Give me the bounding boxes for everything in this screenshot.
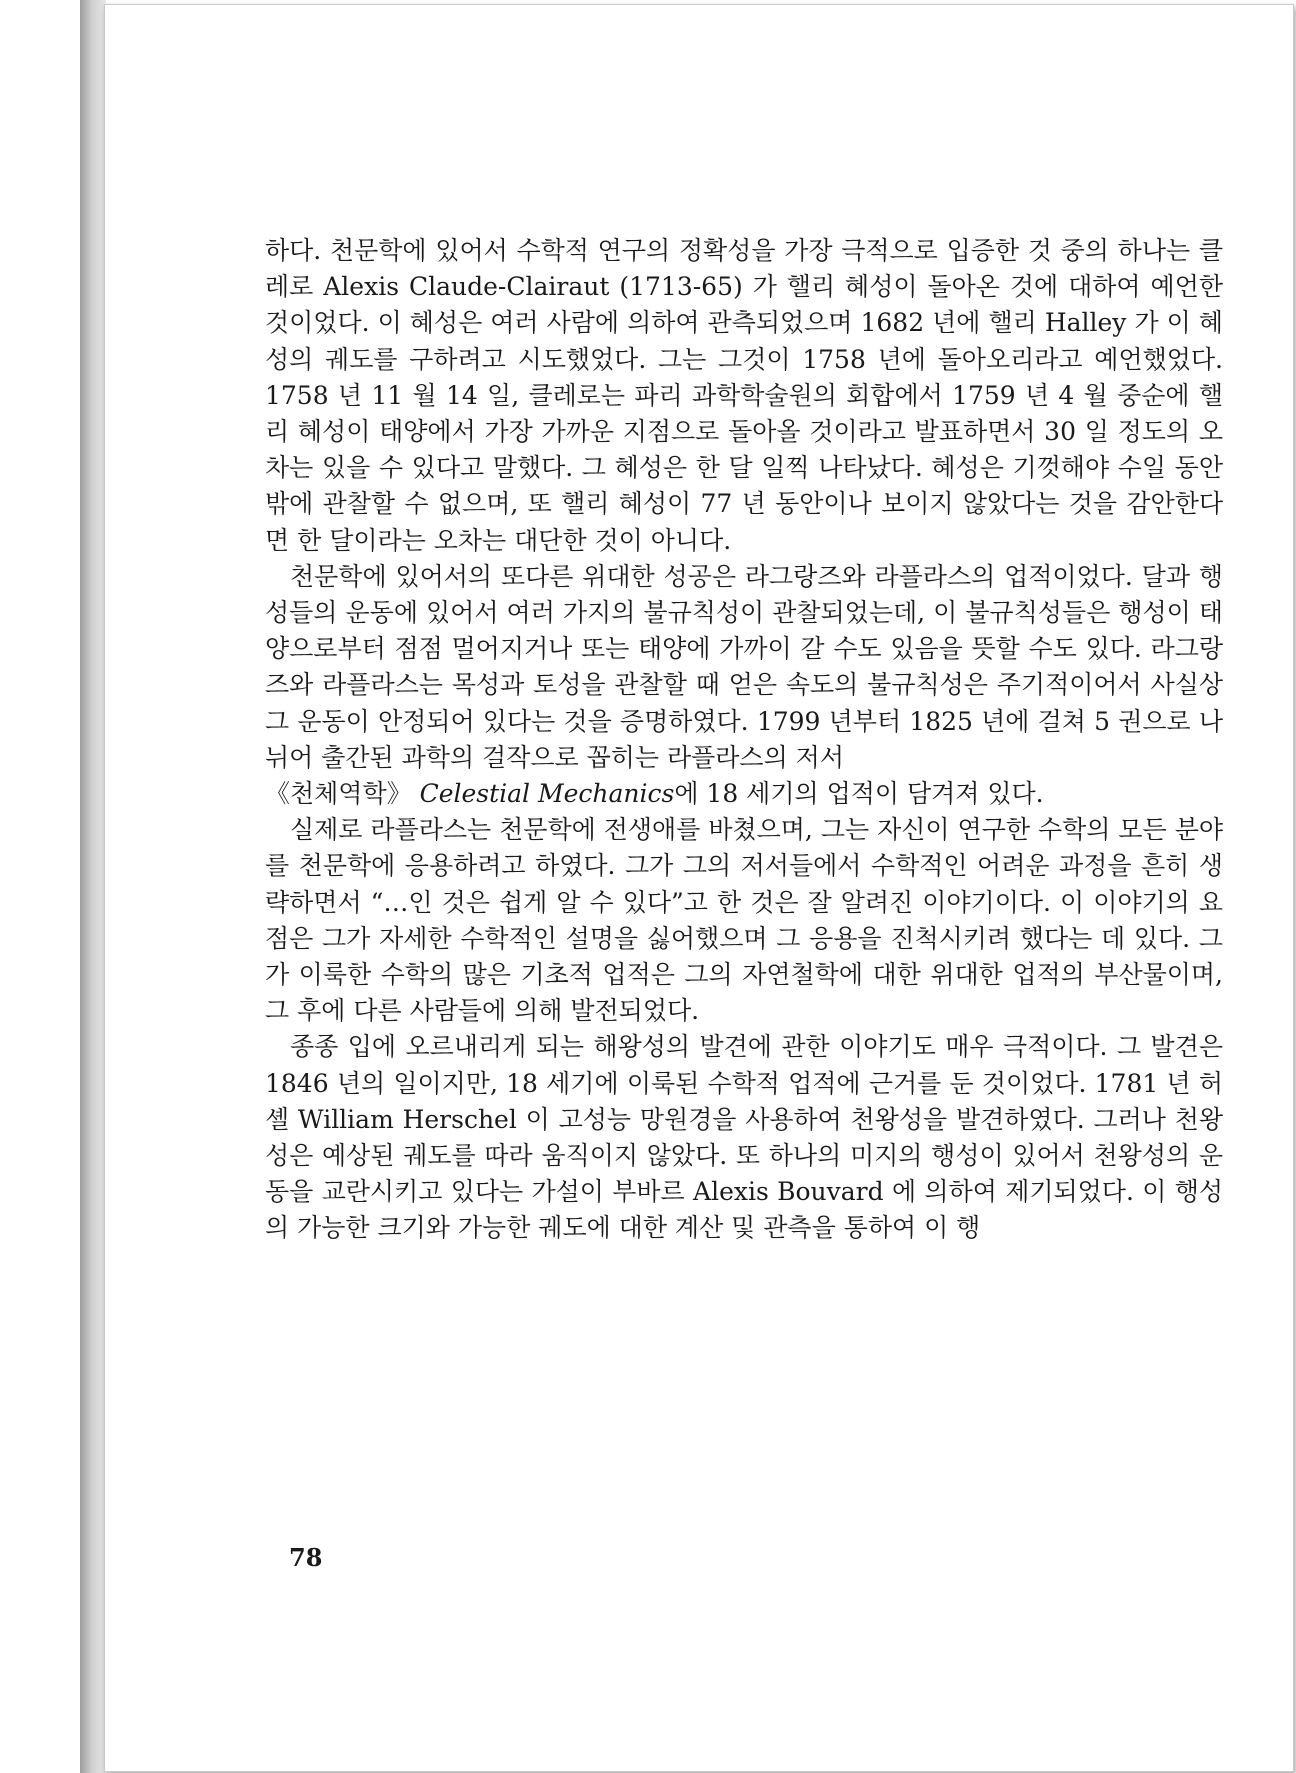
paragraph-3: 실제로 라플라스는 천문학에 전생애를 바쳤으며, 그는 자신이 연구한 수학의 모든 분야를 천문학에 응용하려고 하였다. 그가 그의 저서들에서 수학적인 어려운 과정을 흔히 생략하면서 “…인 것은 쉽게 알 수 있다”고 한 것은 잘 알려진 이야기이다. 이 이야기의 요점은 그가 자세한 수학적인 설명을 싫어했으며 그 응용을 진척시키려 했다는 데 있다. 그가 이룩한 수학의 많은 기초적 업적은 그의 자연철학에 대한 위대한 업적의 부산물이며, 그 후에 다른 사람들에 의해 발전되었다. <box>265 815 1223 1026</box>
page-number: 78 <box>289 1543 323 1572</box>
book-title-english: Celestial Mechanics <box>419 779 675 809</box>
paragraph-2-text: 천문학에 있어서의 또다른 위대한 성공은 라그랑즈와 라플라스의 업적이었다. 달과 행성들의 운동에 있어서 여러 가지의 불규칙성이 관찰되었는데, 이 불규칙성들은 행성이 태양으로부터 점점 멀어지거나 또는 태양에 가까이 갈 수도 있음을 뜻할 수도 있다. 라그랑즈와 라플라스는 목성과 토성을 관찰할 때 얻은 속도의 불규칙성은 주기적이어서 사실상 그 운동이 안정되어 있다는 것을 증명하였다. 1799 년부터 1825 년에 걸쳐 5 권으로 나뉘어 출간된 과학의 걸작으로 꼽히는 라플라스의 저서 <box>265 561 1223 772</box>
book-page <box>104 4 1294 1772</box>
paragraph-2-tail: 에 18 세기의 업적이 담겨져 있다. <box>674 779 1044 809</box>
page-body <box>265 233 1223 1247</box>
paragraph-1: 하다. 천문학에 있어서 수학적 연구의 정확성을 가장 극적으로 입증한 것 중의 하나는 클레로 Alexis Claude-Clairaut (1713-65) 가 핼리 혜성이 돌아온 것에 대하여 예언한 것이었다. 이 혜성은 여러 사람에 의하여 관측되었으며 1682 년에 핼리 Halley 가 이 혜성의 궤도를 구하려고 시도했었다. 그는 그것이 1758 년에 돌아오리라고 예언했었다. 1758 년 11 월 14 일, 클레로는 파리 과학학술원의 회합에서 1759 년 4 월 중순에 핼리 혜성이 태양에서 가장 가까운 지점으로 돌아올 것이라고 발표하면서 30 일 정도의 오차는 있을 수 있다고 말했다. 그 혜성은 한 달 일찍 나타났다. 혜성은 기껏해야 수일 동안밖에 관찰할 수 없으며, 또 핼리 혜성이 77 년 동안이나 보이지 않았다는 것을 감안한다면 한 달이라는 오차는 대단한 것이 아니다. <box>265 236 1223 555</box>
book-spine-shadow <box>80 0 106 1773</box>
paragraph-2 <box>265 559 1223 812</box>
paragraph-4: 종종 입에 오르내리게 되는 해왕성의 발견에 관한 이야기도 매우 극적이다. 그 발견은 1846 년의 일이지만, 18 세기에 이룩된 수학적 업적에 근거를 둔 것이었다. 1781 년 허셸 William Herschel 이 고성능 망원경을 사용하여 천왕성을 발견하였다. 그러나 천왕성은 예상된 궤도를 따라 움직이지 않았다. 또 하나의 미지의 행성이 있어서 천왕성의 운동을 교란시키고 있다는 가설이 부바르 Alexis Bouvard 에 의하여 제기되었다. 이 행성의 가능한 크기와 가능한 궤도에 대한 계산 및 관측을 통하여 이 행 <box>265 1032 1223 1243</box>
book-title-korean: 《천체역학》 <box>265 779 412 809</box>
